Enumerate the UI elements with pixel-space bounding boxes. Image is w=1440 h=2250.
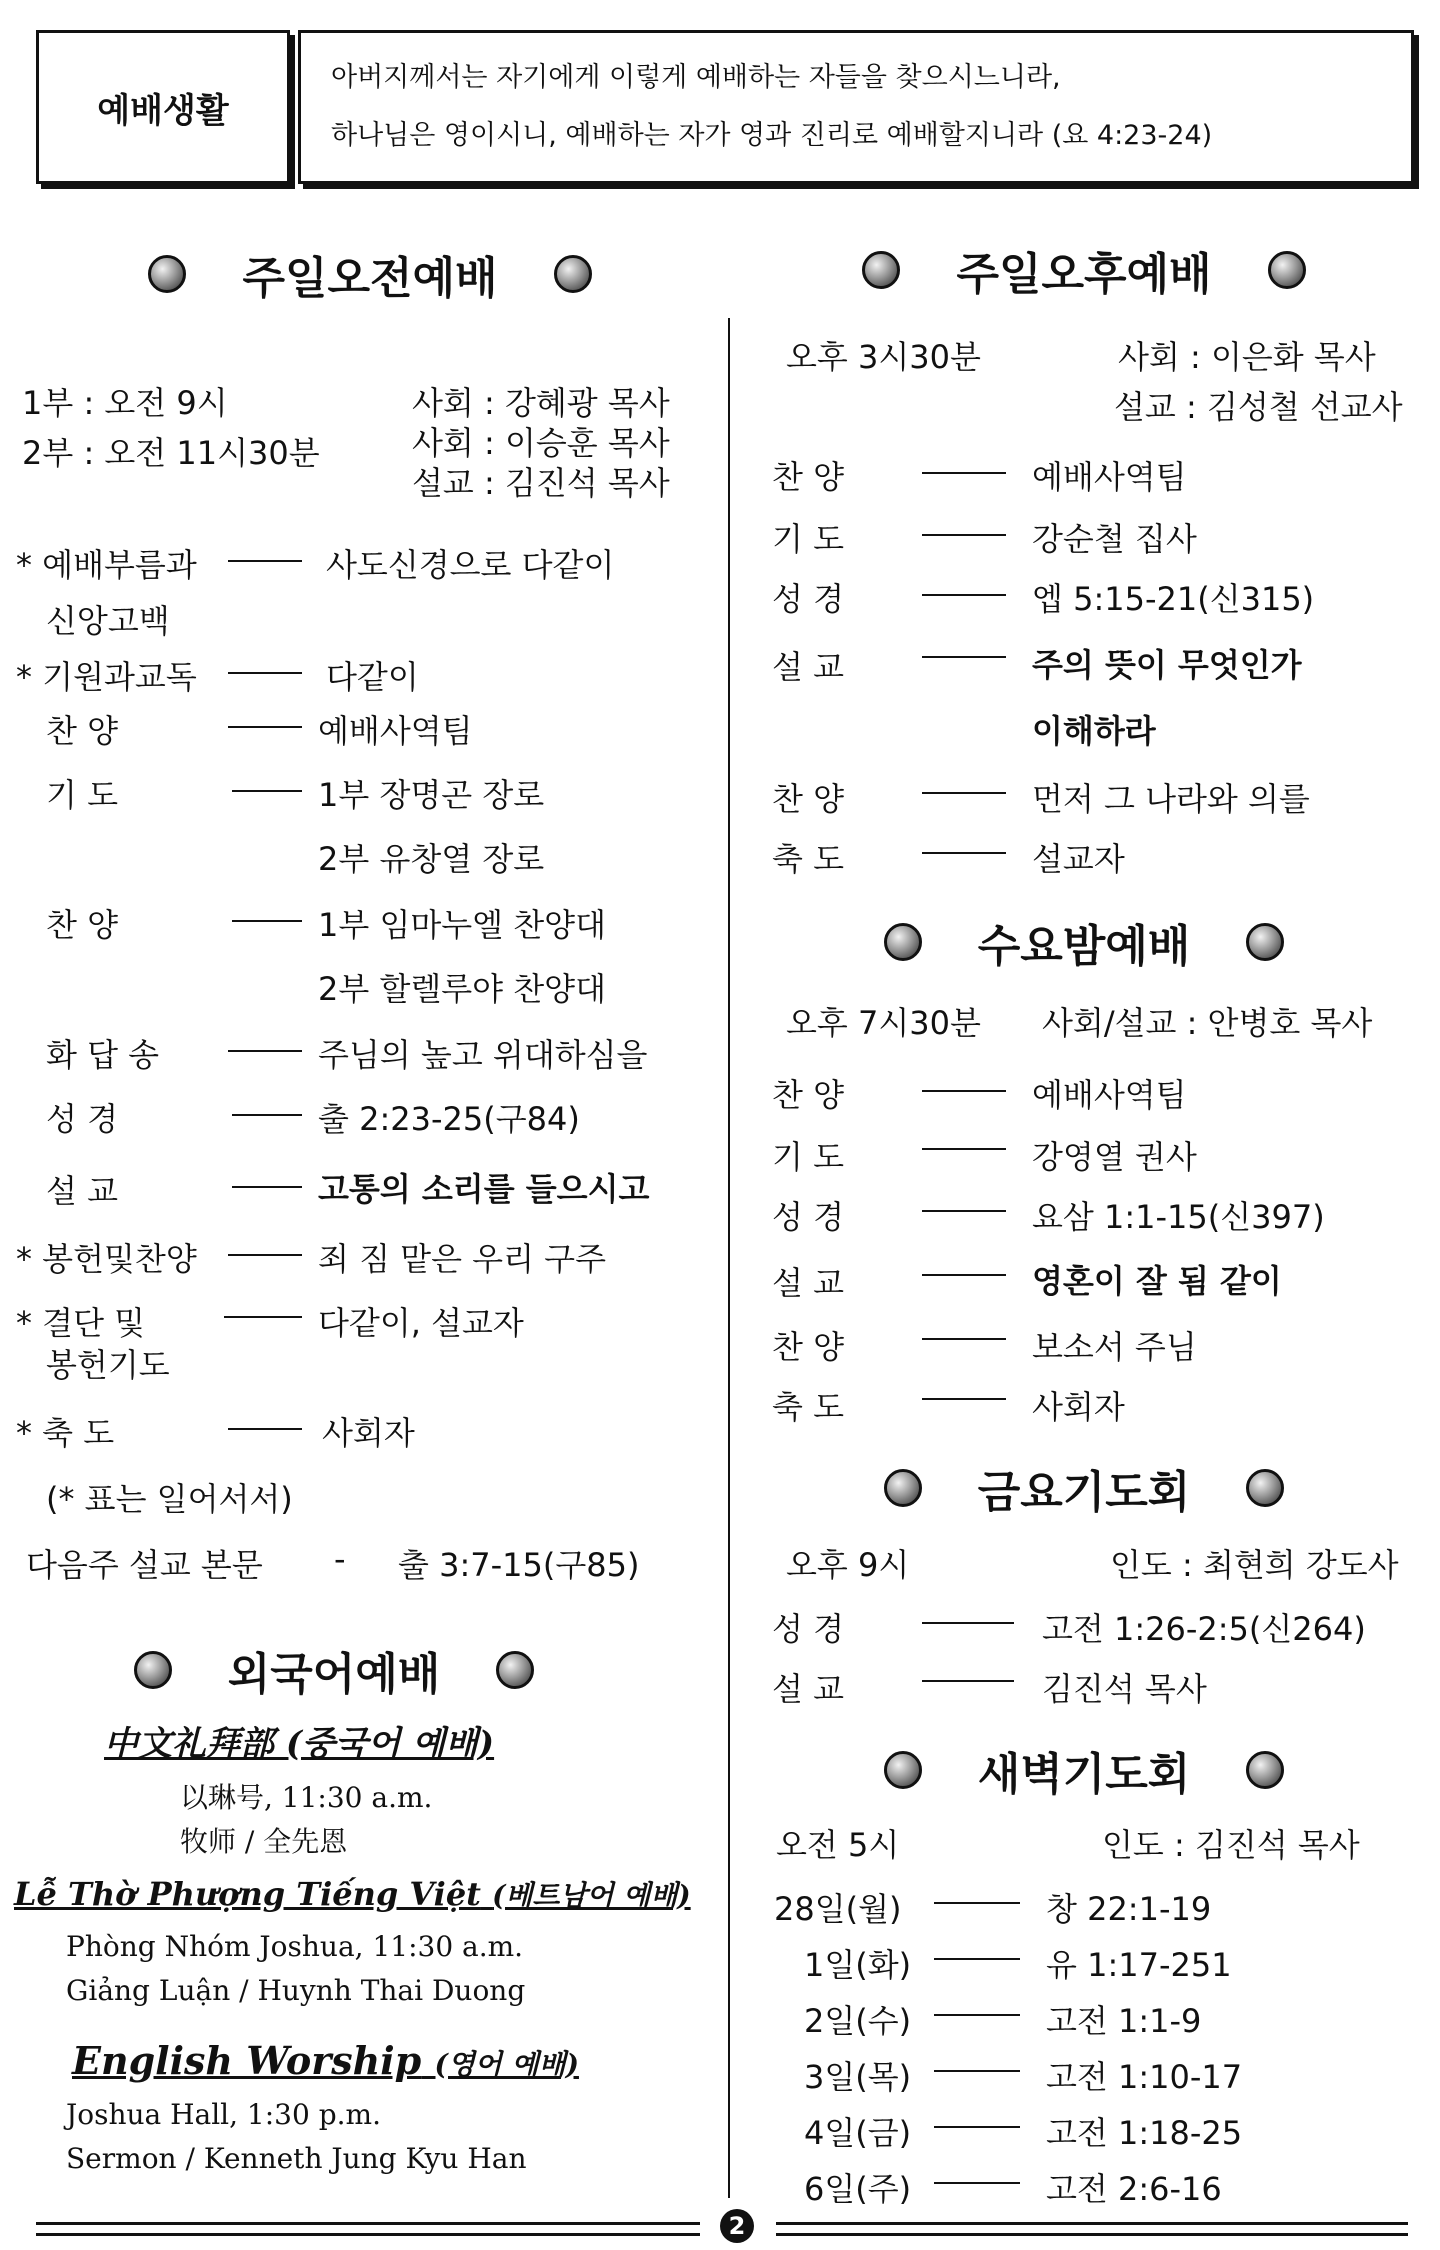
morning-item-label: * 축 도 — [16, 1414, 115, 1452]
english-service-line-2: Sermon / Kenneth Jung Kyu Han — [66, 2142, 527, 2175]
footer-rule-right — [776, 2222, 1408, 2236]
bullet-ball-icon — [862, 251, 900, 289]
afternoon-time: 오후 3시30분 — [786, 338, 981, 376]
column-divider — [728, 318, 730, 2198]
morning-item-value: 1부 장명곤 장로 — [318, 776, 545, 814]
dawn-reading: 고전 1:1-9 — [1046, 2002, 1202, 2040]
afternoon-item-label: 찬 양 — [772, 780, 844, 818]
dash-line — [228, 726, 302, 728]
wednesday-item-value: 예배사역팀 — [1032, 1076, 1187, 1114]
friday-item-label: 성 경 — [772, 1610, 844, 1648]
dash-line — [922, 852, 1006, 854]
friday-leader: 인도 : 최현희 강도사 — [1110, 1546, 1399, 1584]
section-morning-title — [140, 244, 600, 304]
english-title-sub: (영어 예배) — [434, 2048, 579, 2081]
english-service-line-1: Joshua Hall, 1:30 p.m. — [66, 2098, 381, 2131]
vietnamese-service-line-1: Phòng Nhóm Joshua, 11:30 a.m. — [66, 1930, 524, 1963]
wednesday-item-value: 강영열 권사 — [1032, 1138, 1197, 1176]
morning-title: 주일오전예배 — [242, 253, 498, 304]
afternoon-item-value: 엡 5:15-21(신315) — [1032, 580, 1315, 618]
morning-leader-1: 사회 : 강혜광 목사 — [412, 384, 670, 422]
dash-line — [228, 1254, 302, 1256]
dash-line — [934, 2182, 1020, 2184]
english-title-text: English Worship — [72, 2038, 422, 2083]
section-dawn-title — [854, 1740, 1314, 1800]
morning-item-value: 죄 짐 맡은 우리 구주 — [318, 1240, 606, 1278]
vietnamese-service-title — [14, 1874, 691, 1914]
afternoon-item-value: 강순철 집사 — [1032, 520, 1197, 558]
wednesday-item-label: 설 교 — [772, 1264, 844, 1302]
dash-line — [922, 1622, 1014, 1624]
morning-leader-2: 사회 : 이승훈 목사 — [412, 424, 670, 462]
afternoon-item-label: 찬 양 — [772, 458, 844, 496]
dawn-day: 3일(목) — [804, 2058, 912, 2096]
dash-line — [922, 594, 1006, 596]
dawn-title: 새벽기도회 — [977, 1749, 1191, 1800]
dash-line — [922, 534, 1006, 536]
dawn-reading: 고전 1:10-17 — [1046, 2058, 1243, 2096]
next-sermon-label: 다음주 설교 본문 — [26, 1546, 263, 1584]
afternoon-title: 주일오후예배 — [956, 249, 1212, 300]
dawn-day: 2일(수) — [804, 2002, 912, 2040]
afternoon-leader: 사회 : 이은화 목사 — [1118, 338, 1376, 376]
footer-rule-left — [36, 2222, 700, 2236]
friday-item-value: 고전 1:26-2:5(신264) — [1042, 1610, 1366, 1648]
morning-sermon-title: 고통의 소리를 들으시고 — [318, 1170, 650, 1208]
morning-item-label: 봉헌기도 — [46, 1346, 170, 1384]
header-label-box — [36, 30, 290, 184]
dash-line — [922, 1148, 1006, 1150]
morning-item-value: 다같이 — [326, 658, 419, 696]
bullet-ball-icon — [148, 255, 186, 293]
bullet-ball-icon — [884, 923, 922, 961]
afternoon-item-label: 설 교 — [772, 648, 844, 686]
wednesday-sermon-title: 영혼이 잘 됨 같이 — [1032, 1262, 1282, 1300]
morning-service-1: 1부 : 오전 9시 — [22, 384, 228, 422]
morning-item-label: 성 경 — [46, 1100, 118, 1138]
page-number: 2 — [720, 2209, 754, 2243]
friday-title: 금요기도회 — [977, 1467, 1191, 1518]
morning-item-label: * 결단 및 — [16, 1304, 146, 1342]
morning-item-value: 2부 할렐루야 찬양대 — [318, 970, 606, 1008]
dash-line — [922, 1090, 1006, 1092]
header-verse-box — [298, 30, 1414, 184]
dash-line — [934, 2014, 1020, 2016]
morning-item-value: 1부 임마누엘 찬양대 — [318, 906, 606, 944]
morning-item-value: 사도신경으로 다같이 — [326, 546, 615, 584]
dash-line — [934, 1958, 1020, 1960]
morning-service-2: 2부 : 오전 11시30분 — [22, 434, 320, 472]
foreign-title: 외국어예배 — [227, 1649, 441, 1700]
morning-item-value: 사회자 — [322, 1414, 415, 1452]
dawn-day: 6일(주) — [804, 2170, 912, 2208]
next-sermon-separator: - — [334, 1540, 346, 1578]
bullet-ball-icon — [496, 1651, 534, 1689]
dawn-day: 28일(월) — [774, 1890, 902, 1928]
afternoon-sermon-title: 주의 뜻이 무엇인가 — [1032, 646, 1302, 684]
dash-line — [934, 1902, 1020, 1904]
afternoon-item-value: 먼저 그 나라와 의를 — [1032, 780, 1310, 818]
morning-preacher: 설교 : 김진석 목사 — [412, 464, 670, 502]
section-afternoon-title — [854, 240, 1314, 300]
section-foreign-title — [104, 1640, 564, 1700]
bullet-ball-icon — [884, 1751, 922, 1789]
morning-item-label: 찬 양 — [46, 712, 118, 750]
morning-item-label: 기 도 — [46, 776, 118, 814]
morning-item-label: 신앙고백 — [46, 602, 170, 640]
morning-item-value: 출 2:23-25(구84) — [318, 1100, 580, 1138]
bullet-ball-icon — [1246, 1469, 1284, 1507]
next-sermon-text: 출 3:7-15(구85) — [398, 1546, 640, 1584]
wednesday-leader: 사회/설교 : 안병호 목사 — [1042, 1004, 1373, 1042]
bullet-ball-icon — [1246, 1751, 1284, 1789]
dawn-reading: 고전 1:18-25 — [1046, 2114, 1243, 2152]
morning-item-value: 2부 유창열 장로 — [318, 840, 545, 878]
dash-line — [232, 1186, 302, 1188]
wednesday-item-value: 사회자 — [1032, 1388, 1125, 1426]
wednesday-title: 수요밤예배 — [977, 921, 1191, 972]
wednesday-item-label: 찬 양 — [772, 1076, 844, 1114]
english-service-title — [72, 2038, 579, 2083]
morning-item-value: 예배사역팀 — [318, 712, 473, 750]
dash-line — [228, 1428, 302, 1430]
dawn-day: 1일(화) — [804, 1946, 912, 1984]
dash-line — [232, 1114, 302, 1116]
morning-item-value: 주님의 높고 위대하심을 — [318, 1036, 648, 1074]
vietnamese-title-sub: (베트남어 예배) — [492, 1879, 691, 1912]
wednesday-item-label: 기 도 — [772, 1138, 844, 1176]
dash-line — [228, 672, 302, 674]
bullet-ball-icon — [884, 1469, 922, 1507]
morning-item-label: * 예배부름과 — [16, 546, 197, 584]
afternoon-item-label: 축 도 — [772, 840, 844, 878]
afternoon-item-label: 기 도 — [772, 520, 844, 558]
wednesday-item-label: 찬 양 — [772, 1328, 844, 1366]
chinese-service-line-2: 牧师 / 全先恩 — [180, 1825, 348, 1858]
vietnamese-title-text: Lễ Thờ Phượng Tiếng Việt — [14, 1875, 481, 1913]
morning-item-label: * 봉헌및찬양 — [16, 1240, 197, 1278]
friday-item-value: 김진석 목사 — [1042, 1670, 1207, 1708]
dash-line — [922, 1274, 1006, 1276]
header-label: 예배생활 — [97, 90, 229, 131]
dash-line — [922, 1338, 1006, 1340]
dash-line — [922, 656, 1006, 658]
wednesday-time: 오후 7시30분 — [786, 1004, 981, 1042]
dawn-time: 오전 5시 — [776, 1826, 900, 1864]
section-friday-title — [854, 1458, 1314, 1518]
dawn-leader: 인도 : 김진석 목사 — [1102, 1826, 1360, 1864]
section-wednesday-title — [854, 912, 1314, 972]
afternoon-item-value: 예배사역팀 — [1032, 458, 1187, 496]
afternoon-preacher: 설교 : 김성철 선교사 — [1114, 388, 1403, 426]
dawn-day: 4일(금) — [804, 2114, 912, 2152]
bullet-ball-icon — [1246, 923, 1284, 961]
morning-note: (* 표는 일어서서) — [46, 1480, 293, 1518]
vietnamese-service-line-2: Giảng Luận / Huynh Thai Duong — [66, 1974, 526, 2007]
dash-line — [934, 2126, 1020, 2128]
afternoon-sermon-title-2: 이해하라 — [1032, 712, 1156, 750]
dawn-reading: 고전 2:6-16 — [1046, 2170, 1222, 2208]
wednesday-item-label: 축 도 — [772, 1388, 844, 1426]
afternoon-item-label: 성 경 — [772, 580, 844, 618]
dawn-reading: 유 1:17-251 — [1046, 1946, 1232, 1984]
dash-line — [224, 1316, 302, 1318]
chinese-service-title: 中文礼拜部 (중국어 예배) — [104, 1724, 495, 1764]
dash-line — [922, 1398, 1006, 1400]
dash-line — [922, 1680, 1014, 1682]
dash-line — [232, 920, 302, 922]
dash-line — [228, 560, 302, 562]
wednesday-item-value: 요삼 1:1-15(신397) — [1032, 1198, 1325, 1236]
dash-line — [228, 1050, 302, 1052]
friday-item-label: 설 교 — [772, 1670, 844, 1708]
chinese-service-line-1: 以琳号, 11:30 a.m. — [180, 1781, 433, 1814]
morning-item-value: 다같이, 설교자 — [318, 1304, 524, 1342]
dash-line — [922, 792, 1006, 794]
morning-item-label: 찬 양 — [46, 906, 118, 944]
verse-line-2: 하나님은 영이시니, 예배하는 자가 영과 진리로 예배할지니라 (요 4:23-24) — [331, 120, 1213, 151]
morning-item-label: * 기원과교독 — [16, 658, 197, 696]
afternoon-item-value: 설교자 — [1032, 840, 1125, 878]
friday-time: 오후 9시 — [786, 1546, 910, 1584]
wednesday-item-label: 성 경 — [772, 1198, 844, 1236]
dawn-reading: 창 22:1-19 — [1046, 1890, 1212, 1928]
verse-line-1: 아버지께서는 자기에게 이렇게 예배하는 자들을 찾으시느니라, — [331, 62, 1061, 93]
morning-item-label: 화 답 송 — [46, 1036, 160, 1074]
bullet-ball-icon — [1268, 251, 1306, 289]
dash-line — [922, 472, 1006, 474]
dash-line — [232, 790, 302, 792]
dash-line — [922, 1210, 1006, 1212]
wednesday-item-value: 보소서 주님 — [1032, 1328, 1197, 1366]
bullet-ball-icon — [134, 1651, 172, 1689]
bullet-ball-icon — [554, 255, 592, 293]
morning-item-label: 설 교 — [46, 1172, 118, 1210]
dash-line — [934, 2070, 1020, 2072]
